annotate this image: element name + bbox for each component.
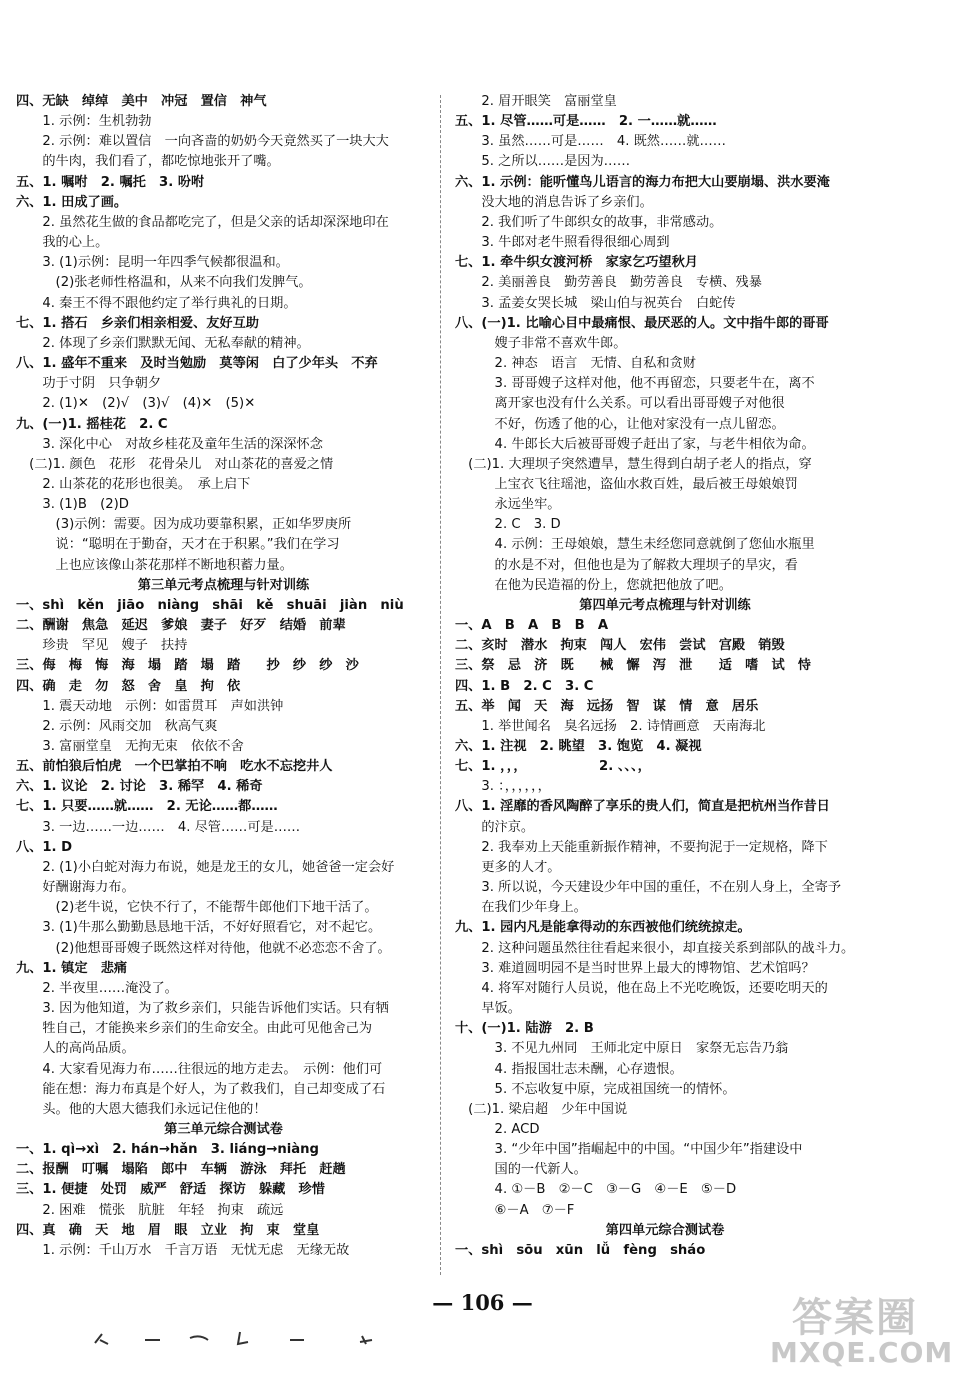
answer-line: 3. 一边……一边…… 4. 尽管……可是…… [16, 819, 301, 835]
answer-line: 五、前怕狼后怕虎 一个巴掌拍不响 吃水不忘挖井人 [16, 759, 333, 775]
answer-line: 2. 示例：难以置信 一向吝啬的奶奶今天竟然买了一块大大 [16, 134, 389, 150]
answer-line: 4. 指报国壮志未酬，心存遗恨。 [455, 1061, 683, 1077]
answer-line: (2)他想哥哥嫂子既然这样对待他，他就不必恋恋不舍了。 [16, 940, 391, 956]
section-title: 第四单元考点梳理与针对训练 [579, 597, 751, 613]
answer-line: 五、举 闻 天 海 远扬 智 谋 情 意 居乐 [455, 698, 759, 714]
answer-line: (3)示例：需要。因为成功要靠积累，正如华罗庚所 [16, 517, 352, 533]
column-divider [440, 95, 441, 1275]
answer-line: 1. 震天动地 示例：如雷贯耳 声如洪钟 [16, 698, 284, 714]
answer-line: 我的心上。 [16, 235, 109, 251]
bottom-ink-marks [90, 1328, 390, 1350]
answer-line: 3. (1)示例：昆明一年四季气候都很温和。 [16, 255, 289, 271]
answer-line: 九、1. 园内凡是能拿得动的东西被他们统统掠走。 [455, 920, 751, 936]
answer-line: 八、(一)1. 比喻心目中最痛恨、最厌恶的人。文中指牛郎的哥哥 [455, 315, 829, 331]
answer-line: 嫂子非常不喜欢牛郎。 [455, 335, 627, 351]
answer-line: 九、(一)1. 摇桂花 2. C [16, 416, 168, 432]
answer-line: 八、1. D [16, 839, 73, 855]
answer-line: 四、无缺 绰绰 美中 冲冠 置信 神气 [16, 94, 267, 109]
answer-line: 六、1. 田成了画。 [16, 194, 128, 210]
answer-line: 2. (1)小白蛇对海力布说，她是龙王的女儿，她爸爸一定会好 [16, 859, 395, 875]
answer-line: 七、1. 只要……就…… 2. 无论……都…… [16, 799, 278, 815]
answer-line: 3. (1)B (2)D [16, 497, 129, 513]
answer-line: 二、报酬 叮嘱 塌陷 郎中 车辆 游泳 拜托 赶趟 [16, 1162, 346, 1178]
answer-line: 更多的人才。 [455, 859, 561, 875]
answer-line: 2. 这种问题虽然往往看起来很小，却直接关系到部队的战斗力。 [455, 940, 855, 956]
answer-line: 2. ACD [455, 1121, 540, 1137]
answer-line: 功于寸阴 只争朝夕 [16, 376, 162, 392]
answer-line: 2. 山茶花的花形也很美。 承上启下 [16, 476, 251, 492]
answer-line: 三、1. 便捷 处罚 威严 舒适 探访 躲藏 珍惜 [16, 1182, 325, 1198]
answer-line: 3. 哥哥嫂子这样对他，他不再留恋，只要老牛在，离不 [455, 376, 815, 392]
answer-line: 一、shì kěn jiāo niàng shāi kě shuāi jiàn niù [16, 597, 404, 613]
answer-line: 二、酬谢 焦急 延迟 爹娘 妻子 好歹 结婚 前辈 [16, 618, 346, 634]
answer-line: (二)1. 梁启超 少年中国说 [455, 1101, 628, 1117]
page-number: — 106 — [432, 1290, 533, 1315]
section-title: 第四单元综合测试卷 [605, 1222, 725, 1238]
answer-line: 二、亥时 潜水 拘束 闯人 宏伟 尝试 宫殿 销毁 [455, 638, 785, 654]
answer-line: 上宝衣飞往瑶池，盗仙水救百姓，最后被王母娘娘罚 [455, 476, 798, 492]
answer-line: 3. 富丽堂皇 无拘无束 依依不舍 [16, 739, 244, 754]
answer-line: 能在想：海力布真是个好人，为了救我们，自己却变成了石 [16, 1081, 386, 1097]
answer-line: 2. 体现了乡亲们默默无闻、无私奉献的精神。 [16, 335, 310, 351]
watermark-logo [770, 1284, 960, 1370]
answer-line: 上也应该像山茶花那样不断地积蓄力量。 [16, 557, 293, 573]
answer-line: 人的高尚品质。 [16, 1041, 135, 1057]
answer-line: 3. 不见九州同 王师北定中原日 家祭无忘告乃翁 [455, 1041, 789, 1057]
watermark-url: MXQE.COM [770, 1336, 954, 1369]
answer-line: 1. 示例：生机勃勃 [16, 114, 152, 130]
answer-line: 5. 不忘收复中原，完成祖国统一的情怀。 [455, 1081, 736, 1097]
answer-line: 3. 所以说，今天建设少年中国的重任，不在别人身上，全寄予 [455, 880, 842, 896]
answer-line: 3. 孟姜女哭长城 梁山伯与祝英台 白蛇传 [455, 295, 736, 311]
answer-line: 珍贵 罕见 嫂子 扶持 [16, 638, 188, 654]
answer-line: 的水是不对，但他也是为了解救大理坝子的旱灾，看 [455, 557, 798, 573]
answer-line: 七、1. ，，， 2. 、、、， [455, 759, 651, 775]
answer-line: 4. 牛郎长大后被哥哥嫂子赶出了家，与老牛相依为命。 [455, 436, 815, 452]
answer-line: 五、1. 尽管……可是…… 2. 一……就…… [455, 114, 717, 130]
answer-line: 4. 大家看见海力布……往很远的地方走去。 示例：他们可 [16, 1061, 383, 1077]
answer-line: (二)1. 大理坝子突然遭旱，慧生得到白胡子老人的指点，穿 [455, 456, 812, 472]
answer-line: 八、1. 盛年不重来 及时当勉励 莫等闲 白了少年头 不弃 [16, 356, 378, 372]
answer-line: 七、1. 搭石 乡亲们相亲相爱、友好互助 [16, 315, 259, 331]
answer-line: 在我们少年身上。 [455, 900, 587, 916]
answer-line: 十、(一)1. 陆游 2. B [455, 1021, 594, 1037]
answer-line: 四、1. B 2. C 3. C [455, 678, 594, 694]
answer-line: 3. 虽然……可是…… 4. 既然……就…… [455, 134, 726, 150]
answer-line: 六、1. 议论 2. 讨论 3. 稀罕 4. 稀奇 [16, 779, 263, 795]
answer-line: 三、侮 梅 悔 海 塌 踏 塌 踏 抄 纱 纱 沙 [16, 658, 359, 674]
answer-line: 2. 我奉劝上天能重新振作精神，不要拘泥于一定规格，降下 [455, 839, 828, 855]
answer-line: 在他为民造福的份上，您就把他放了吧。 [455, 577, 732, 593]
answer-line: 3. 因为他知道，为了救乡亲们，只能告诉他们实话。只有牺 [16, 1001, 389, 1017]
answer-line: 的牛肉，我们看了，都吃惊地张开了嘴。 [16, 154, 280, 170]
answer-line: 头。他的大恩大德我们永远记住他的！ [16, 1101, 267, 1117]
answer-line: 不好，伤透了他的心，让他对家没有一点儿留恋。 [455, 416, 785, 432]
answer-line: 1. 举世闻名 臭名远扬 2. 诗情画意 天南海北 [455, 718, 766, 734]
answer-line: 一、1. qì→xì 2. hán→hǎn 3. liáng→niàng [16, 1142, 319, 1158]
answer-line: 5. 之所以……是因为…… [455, 154, 631, 170]
answer-line: 4. 秦王不得不跟他约定了举行典礼的日期。 [16, 295, 297, 311]
answer-line: 3. 难道圆明园不是当时世界上最大的博物馆、艺术馆吗？ [455, 960, 815, 976]
answer-line: 3. 深化中心 对故乡桂花及童年生活的深深怀念 [16, 436, 323, 452]
answer-line: 没大地的消息告诉了乡亲们。 [455, 194, 653, 210]
answer-line: 4. 将军对随行人员说，他在岛上不光吃晚饭，还要吃明天的 [455, 980, 828, 996]
watermark-logo-text: 答案圈 [792, 1295, 918, 1341]
answer-line: 九、1. 镇定 悲痛 [16, 960, 128, 976]
answer-line: 一、shì sōu xūn lǚ fèng sháo [455, 1242, 706, 1258]
answer-line: 七、1. 牵牛织女渡河桥 家家乞巧望秋月 [455, 255, 698, 271]
answer-line: 一、A B A B B A [455, 618, 609, 634]
answer-line: 说：“聪明在于勤奋，天才在于积累。”我们在学习 [16, 537, 340, 553]
answer-line: 八、1. 淫靡的香风陶醉了享乐的贵人们，简直是把杭州当作昔日 [455, 799, 830, 815]
answer-line: 六、1. 示例：能听懂鸟儿语言的海力布把大山要崩塌、洪水要淹 [455, 174, 830, 190]
answer-line: 4. ①－B ②－C ③－G ④－E ⑤－D [455, 1182, 737, 1198]
answer-line: 1. 示例：千山万水 千言万语 无忧无虑 无缘无故 [16, 1242, 350, 1258]
answer-line: 牲自己，才能换来乡亲们的生命安全。由此可见他舍己为 [16, 1021, 373, 1037]
answer-line: 早饭。 [455, 1001, 521, 1017]
answer-line: 国的一代新人。 [455, 1162, 587, 1178]
answer-line: 2. 眉开眼笑 富丽堂皇 [455, 94, 617, 109]
answer-line: 3. (1)牛那么勤勤恳恳地干活，不好好照看它，对不起它。 [16, 920, 382, 936]
answer-line: 3. ：，，，，，， [455, 779, 551, 795]
answer-line: 五、1. 嘱咐 2. 嘱托 3. 吩咐 [16, 174, 205, 190]
answer-line: 的汴京。 [455, 819, 535, 835]
answer-line: 2. 示例：风雨交加 秋高气爽 [16, 718, 218, 734]
section-title: 第三单元考点梳理与针对训练 [137, 577, 310, 593]
answer-line: 2. C 3. D [455, 517, 561, 533]
answer-line: 六、1. 注视 2. 眺望 3. 饱览 4. 凝视 [455, 739, 702, 754]
answer-line: 好酬谢海力布。 [16, 880, 135, 896]
answer-line: 4. 示例：王母娘娘，慧生未经您同意就倒了您仙水瓶里 [455, 537, 815, 553]
answer-line: 3. 牛郎对老牛照看得很细心周到 [455, 235, 670, 251]
answer-line: 2. (1)✕ (2)√ (3)√ (4)✕ (5)✕ [16, 396, 256, 412]
answer-line: 2. 神态 语言 无情、自私和贪财 [455, 356, 696, 372]
answer-line: 四、确 走 勿 怒 舍 皇 拘 依 [16, 678, 241, 694]
answer-line: ⑥－A ⑦－F [455, 1202, 575, 1218]
answer-line: 2. 虽然花生做的食品都吃完了，但是父亲的话却深深地印在 [16, 214, 389, 230]
answer-line: (2)老牛说，它快不行了，不能帮牛郎他们下地干活了。 [16, 900, 378, 916]
answer-line: (二)1. 颜色 花形 花骨朵儿 对山茶花的喜爱之情 [16, 456, 334, 472]
answer-line: (2)张老师性格温和，从来不向我们发脾气。 [16, 275, 312, 291]
answer-line: 离开家也没有什么关系。可以看出哥哥嫂子对他很 [455, 396, 785, 412]
left-answer-column [16, 92, 431, 1261]
answer-line: 三、祭 忌 济 既 械 懈 泻 泄 适 嗜 试 恃 [455, 658, 812, 674]
section-title: 第三单元综合测试卷 [164, 1121, 283, 1137]
answer-line: 3. “少年中国”指崛起中的中国。“中国少年”指建设中 [455, 1142, 803, 1158]
answer-line: 四、真 确 天 地 眉 眼 立业 拘 束 堂皇 [16, 1222, 320, 1238]
answer-line: 2. 半夜里……淹没了。 [16, 980, 178, 996]
answer-line: 永远坐牢。 [455, 497, 561, 513]
answer-line: 2. 美丽善良 勤劳善良 勤劳善良 专横、残暴 [455, 275, 762, 291]
answer-line: 2. 困难 慌张 肮脏 年轻 拘束 疏远 [16, 1202, 284, 1218]
answer-line: 2. 我们听了牛郎织女的故事，非常感动。 [455, 214, 723, 230]
right-answer-column [455, 92, 875, 1261]
